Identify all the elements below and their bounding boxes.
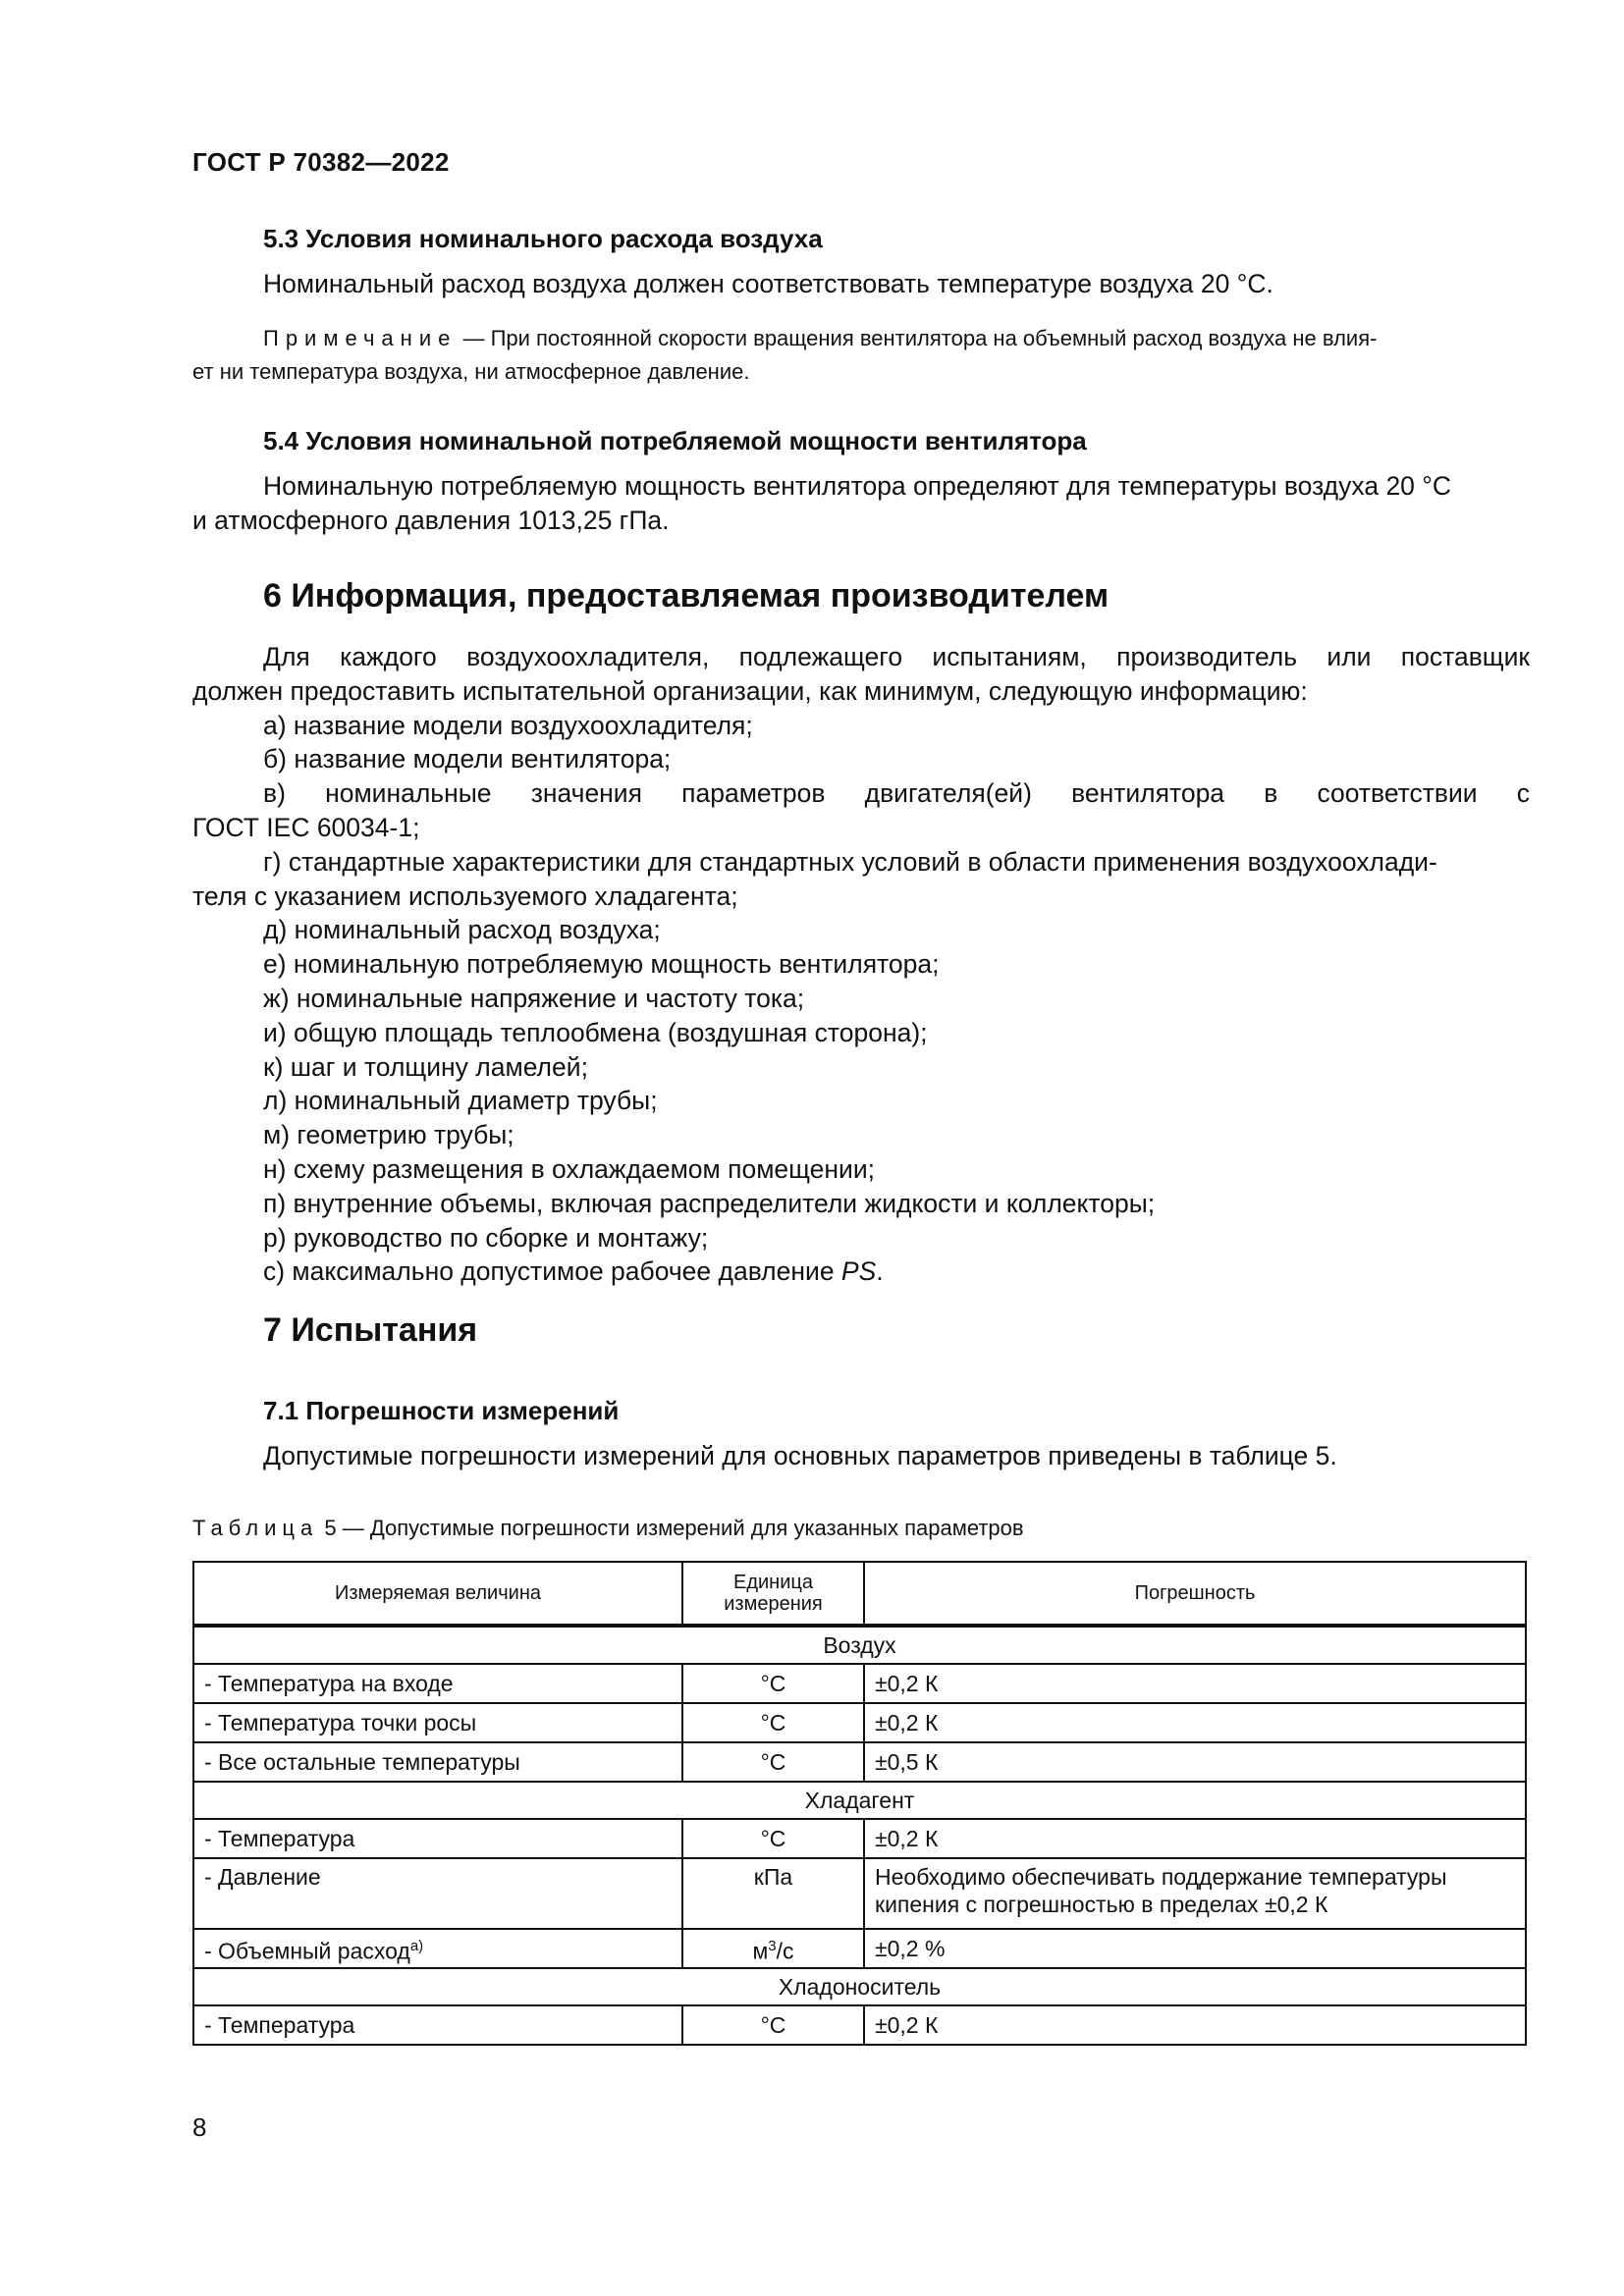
section-5-3-heading: 5.3 Условия номинального расхода воздуха bbox=[263, 224, 823, 253]
table-section-row bbox=[193, 1782, 1526, 1819]
section-7-1-text: Допустимые погрешности измерений для основных параметров приведены в таблице 5. bbox=[263, 1441, 1337, 1470]
list-item: б) название модели вентилятора; bbox=[263, 744, 672, 774]
footnote-marker: а) bbox=[409, 1937, 424, 1954]
table-row: - Температура точки росы °С ±0,2 К bbox=[193, 1703, 1526, 1742]
table-5 bbox=[192, 1561, 1527, 2046]
table-row: - Температура °С ±0,2 К bbox=[193, 1819, 1526, 1858]
table-row: - Все остальные температуры °С ±0,5 К bbox=[193, 1742, 1526, 1782]
list-item: н) схему размещения в охлаждаемом помещении; bbox=[263, 1153, 875, 1184]
document-id: ГОСТ Р 70382—2022 bbox=[192, 147, 450, 177]
table-caption-label: Таблица bbox=[192, 1516, 319, 1540]
header-quantity: Измеряемая величина bbox=[193, 1562, 682, 1626]
intro-line2: должен предоставить испытательной организации, как минимум, следующую информацию: bbox=[192, 675, 1308, 706]
table-row: - Давление кПа Необходимо обеспечивать поддержание температуры кипения с погрешностью в пределах ±0,2 К bbox=[193, 1858, 1526, 1929]
list-item: р) руководство по сборке и монтажу; bbox=[263, 1222, 709, 1253]
table-caption-text: 5 — Допустимые погрешности измерений для указанных параметров bbox=[318, 1516, 1024, 1540]
section-air: Воздух bbox=[193, 1626, 1526, 1664]
ps-symbol: PS bbox=[840, 1256, 877, 1287]
header-unit: Единица измерения bbox=[682, 1562, 864, 1626]
table-row: - Температура на входе °С ±0,2 К bbox=[193, 1664, 1526, 1703]
table-section-row bbox=[193, 1626, 1526, 1664]
section-5-4-text bbox=[192, 469, 1530, 538]
list-item-continuation: ГОСТ IEC 60034-1; bbox=[192, 812, 420, 842]
section-coolant: Хладоноситель bbox=[193, 1968, 1526, 2005]
section-5-4-heading: 5.4 Условия номинальной потребляемой мощности вентилятора bbox=[263, 426, 1087, 455]
note-text-line1: — При постоянной скорости вращения вентилятора на объемный расход воздуха не влия- bbox=[457, 326, 1378, 350]
section-7-heading: 7 Испытания bbox=[263, 1311, 478, 1349]
list-item: в) номинальные значения параметров двигателя(ей) вентилятора в соответствии с bbox=[263, 778, 1530, 809]
list-item: ж) номинальные напряжение и частоту тока; bbox=[263, 983, 805, 1013]
table-caption bbox=[192, 1516, 1024, 1541]
list-item: к) шаг и толщину ламелей; bbox=[263, 1051, 588, 1082]
list-item: м) геометрию трубы; bbox=[263, 1120, 514, 1150]
section-5-4-text-line2: и атмосферного давления 1013,25 гПа. bbox=[192, 506, 670, 535]
list-item: а) название модели воздухоохладителя; bbox=[263, 710, 753, 740]
note-label: Примечание bbox=[263, 326, 458, 350]
section-6-heading: 6 Информация, предоставляемая производителем bbox=[263, 577, 1110, 614]
list-item: п) внутренние объемы, включая распределители жидкости и коллекторы; bbox=[263, 1188, 1156, 1218]
header-error: Погрешность bbox=[864, 1562, 1526, 1626]
section-5-3-note bbox=[192, 322, 1530, 389]
list-item: и) общую площадь теплообмена (воздушная сторона); bbox=[263, 1017, 928, 1047]
intro-line1: Для каждого воздухоохладителя, подлежащего испытаниям, производитель или поставщик bbox=[263, 642, 1530, 671]
table-header-row bbox=[193, 1562, 1526, 1626]
note-text-line2: ет ни температура воздуха, ни атмосферное давление. bbox=[192, 359, 750, 384]
section-7-1-heading: 7.1 Погрешности измерений bbox=[263, 1396, 620, 1425]
list-item: д) номинальный расход воздуха; bbox=[263, 915, 661, 945]
section-5-3-text: Номинальный расход воздуха должен соответствовать температуре воздуха 20 °С. bbox=[263, 269, 1273, 298]
list-item: е) номинальную потребляемую мощность вентилятора; bbox=[263, 949, 940, 980]
table-row: - Объемный расход$^{а)}$ $м^3/с$ ±0,2 % bbox=[193, 1929, 1526, 1968]
section-refrigerant: Хладагент bbox=[193, 1782, 1526, 1819]
list-item: г) стандартные характеристики для стандартных условий в области применения воздухоохлади- bbox=[263, 846, 1437, 877]
table-section-row bbox=[193, 1968, 1526, 2005]
page-number: 8 bbox=[192, 2112, 207, 2142]
table-row: - Температура °С ±0,2 К bbox=[193, 2005, 1526, 2045]
list-item-continuation: теля с указанием используемого хладагента; bbox=[192, 881, 738, 911]
list-item: с) максимально допустимое рабочее давление PS. bbox=[263, 1256, 884, 1287]
section-6-body bbox=[192, 640, 1530, 1289]
list-item: л) номинальный диаметр трубы; bbox=[263, 1086, 658, 1116]
section-5-4-text-line1: Номинальную потребляемую мощность вентилятора определяют для температуры воздуха 20 °С bbox=[263, 471, 1452, 501]
